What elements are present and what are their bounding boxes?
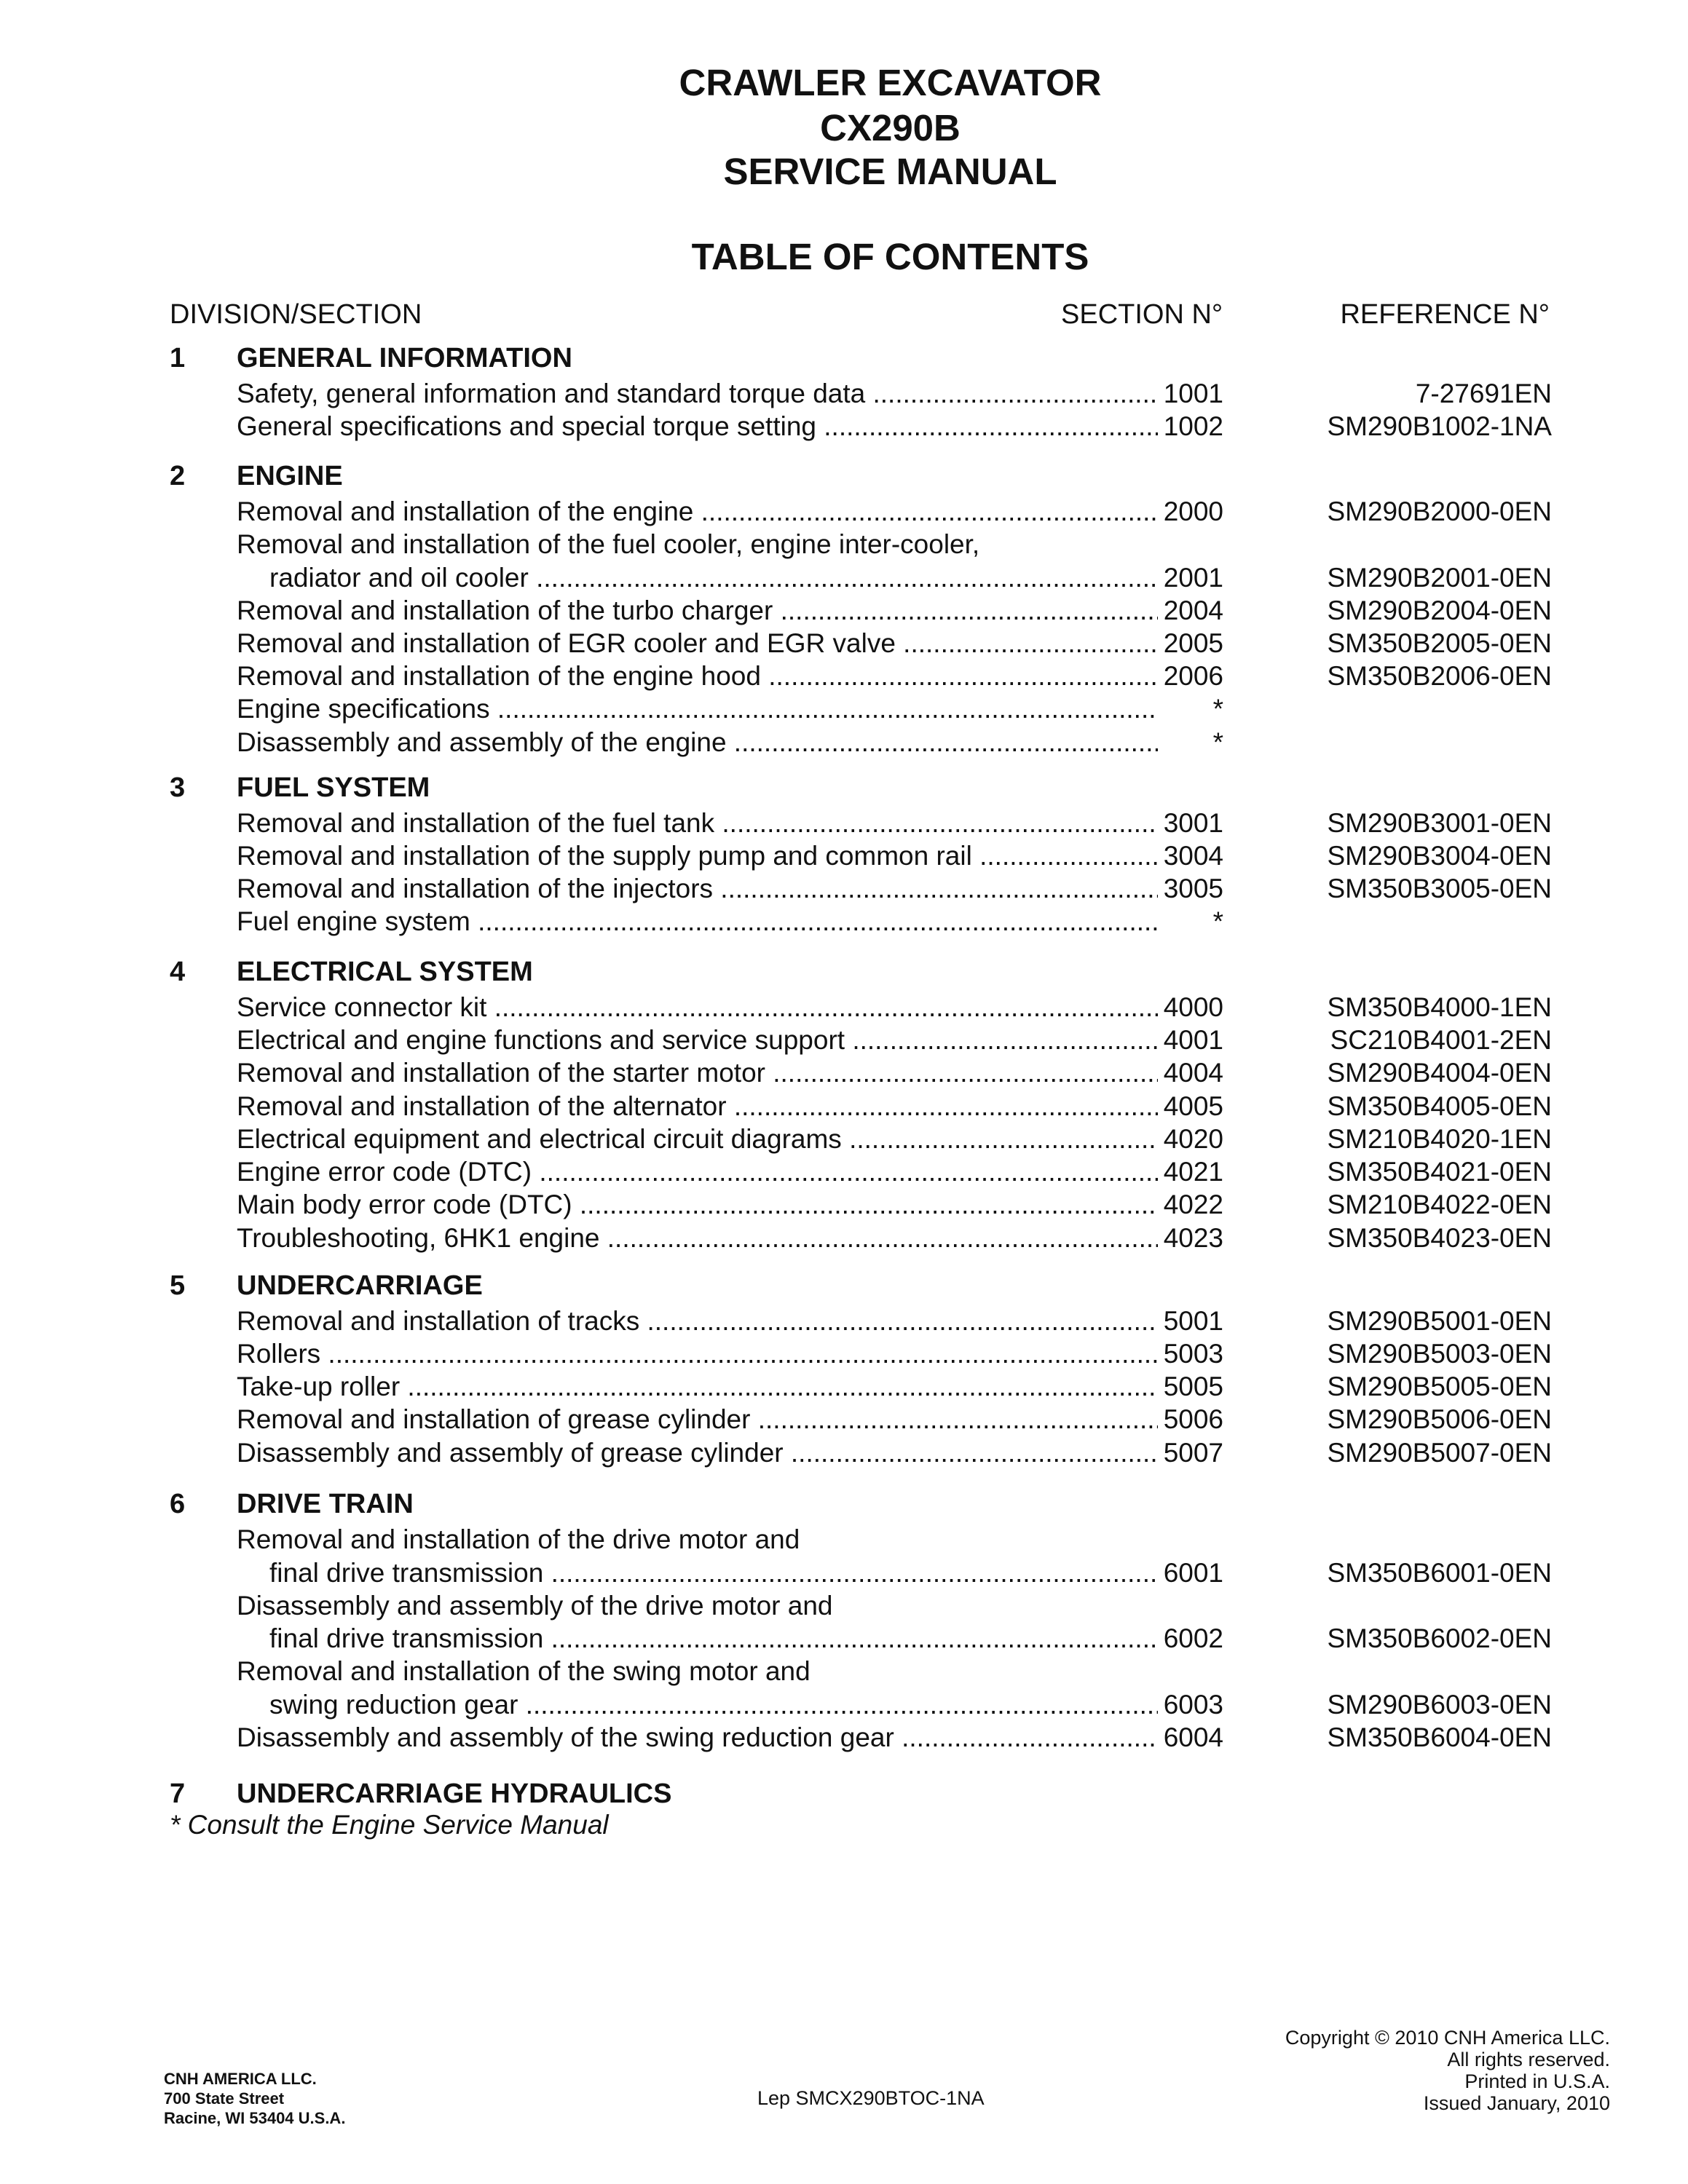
entry-title: General specifications and special torque setting [237,411,816,441]
reference-number: SM290B5003-0EN [1327,1339,1552,1369]
reference-number: SM350B4023-0EN [1327,1223,1552,1253]
section-number: 4021 [1159,1155,1223,1188]
column-header-reference: REFERENCE N° [1340,299,1550,330]
section-number: 3005 [1159,872,1223,905]
section-number: 5005 [1159,1370,1223,1403]
toc-entry [0,561,1688,594]
entry-title-leader [237,660,1158,692]
entry-title-leader [237,1721,1158,1754]
toc-entry [0,1222,1688,1254]
section-number: 3004 [1159,839,1223,872]
publisher-name: CNH AMERICA LLC. [164,2070,317,2088]
reference-number: SM290B2000-0EN [1327,496,1552,526]
reference-number: SM290B5001-0EN [1327,1306,1552,1336]
toc-entry [0,991,1688,1024]
division-title: DRIVE TRAIN [237,1489,414,1519]
document-title: CRAWLER EXCAVATOR [679,62,1102,103]
toc-entry [0,1721,1688,1754]
entry-title-line: Removal and installation of the swing motor and [237,1656,811,1686]
entry-title: Rollers [237,1339,321,1369]
toc-entry [0,1155,1688,1188]
section-number: 4023 [1159,1222,1223,1254]
entry-title: Safety, general information and standard torque data [237,379,866,408]
reference-number: SC210B4001-2EN [1330,1025,1552,1055]
toc-entry [0,528,1688,561]
reference-number: SM290B2001-0EN [1327,563,1552,593]
reference-number: SM350B3005-0EN [1327,874,1552,903]
toc-entry [0,1436,1688,1469]
entry-title: Removal and installation of the injectors [237,874,714,903]
toc-entry [0,410,1688,443]
toc-entry [0,1337,1688,1370]
manual-type: SERVICE MANUAL [723,151,1057,192]
section-number: 2005 [1159,627,1223,660]
toc-entry [0,1090,1688,1123]
division-title: FUEL SYSTEM [237,772,430,803]
toc-entry [0,495,1688,528]
toc-entry [0,660,1688,692]
entry-title-leader [237,1222,1158,1254]
reference-number: SM210B4022-0EN [1327,1190,1552,1219]
reference-number: SM350B4005-0EN [1327,1091,1552,1121]
section-number: 4001 [1159,1024,1223,1056]
toc-entry [0,1403,1688,1436]
entry-title-leader [237,839,1158,872]
toc-entry [0,726,1688,759]
division-number: 1 [170,343,186,373]
section-number: 5001 [1159,1305,1223,1337]
entry-title-leader [237,905,1158,938]
toc-entry [0,1024,1688,1056]
toc-entry [0,1688,1688,1721]
section-number: * [1159,726,1223,759]
section-number: 2004 [1159,594,1223,627]
reference-number: SM290B5006-0EN [1327,1404,1552,1434]
entry-title-leader [237,1056,1158,1089]
reference-number: SM350B4000-1EN [1327,992,1552,1022]
entry-title-leader [269,1688,1158,1721]
entry-title: Fuel engine system [237,906,470,936]
entry-title-leader [237,495,1158,528]
reference-number: SM290B4004-0EN [1327,1058,1552,1088]
entry-title: Engine error code (DTC) [237,1157,532,1187]
reference-number: SM350B4021-0EN [1327,1157,1552,1187]
entry-title: Removal and installation of grease cylinder [237,1404,751,1434]
division-title: UNDERCARRIAGE HYDRAULICS [237,1779,672,1809]
lep-code: Lep SMCX290BTOC-1NA [757,2087,985,2109]
toc-entry [0,872,1688,905]
reference-number: SM290B5007-0EN [1327,1438,1552,1468]
section-number: 4005 [1159,1090,1223,1123]
toc-entry [0,1523,1688,1556]
section-number: 2000 [1159,495,1223,528]
division-title: GENERAL INFORMATION [237,343,572,373]
entry-title: Main body error code (DTC) [237,1190,572,1219]
entry-title: Disassembly and assembly of the swing reduction gear [237,1722,894,1752]
toc-entry [0,1655,1688,1688]
entry-title: Removal and installation of the supply pump and common rail [237,841,972,871]
reference-number: SM290B2004-0EN [1327,596,1552,625]
toc-entry [0,1188,1688,1221]
printed-line: Printed in U.S.A. [1464,2070,1610,2092]
entry-title: Troubleshooting, 6HK1 engine [237,1223,600,1253]
toc-entry [0,839,1688,872]
toc-entry [0,377,1688,410]
entry-title-leader [237,1370,1158,1403]
column-header-division: DIVISION/SECTION [170,299,422,330]
entry-title-leader [237,872,1158,905]
reference-number: SM290B1002-1NA [1327,411,1552,441]
reference-number: SM350B6001-0EN [1327,1558,1552,1588]
entry-title-leader [269,1556,1158,1589]
division-number: 2 [170,461,186,491]
reference-number: SM290B3001-0EN [1327,808,1552,838]
division-number: 7 [170,1779,186,1809]
section-number: 4020 [1159,1123,1223,1155]
copyright-line: Copyright © 2010 CNH America LLC. [1285,2027,1610,2049]
entry-title: Removal and installation of the starter motor [237,1058,765,1088]
reference-number: SM350B6004-0EN [1327,1722,1552,1752]
entry-title-leader [237,692,1158,725]
entry-title-leader [269,561,1158,594]
entry-title: Electrical equipment and electrical circuit diagrams [237,1124,842,1154]
division-number: 3 [170,772,186,803]
entry-title-leader [237,1155,1158,1188]
toc-entry [0,1622,1688,1655]
section-number: 4022 [1159,1188,1223,1221]
entry-title-leader [269,1622,1158,1655]
issued-line: Issued January, 2010 [1423,2092,1610,2114]
entry-title: Removal and installation of the engine [237,496,694,526]
section-number: 2001 [1159,561,1223,594]
section-number: 6001 [1159,1556,1223,1589]
entry-title: Disassembly and assembly of grease cylinder [237,1438,784,1468]
division-title: ELECTRICAL SYSTEM [237,957,533,987]
reference-number: SM210B4020-1EN [1327,1124,1552,1154]
entry-title-leader [237,377,1158,410]
reference-number: 7-27691EN [1415,379,1552,408]
entry-title: Removal and installation of the engine hood [237,661,761,691]
entry-title: Disassembly and assembly of the engine [237,727,727,757]
division-number: 6 [170,1489,186,1519]
entry-title-leader [237,410,1158,443]
model-number: CX290B [820,107,961,149]
entry-title: radiator and oil cooler [269,563,529,593]
entry-title-leader [237,1337,1158,1370]
entry-title-leader [237,1090,1158,1123]
division-title: ENGINE [237,461,343,491]
toc-entry [0,692,1688,725]
division-number: 4 [170,957,186,987]
toc-entry [0,1556,1688,1589]
copyright-block [1285,2027,1610,2114]
entry-title: final drive transmission [269,1558,544,1588]
toc-entry [0,627,1688,660]
toc-entry [0,1123,1688,1155]
entry-title-leader [237,807,1158,839]
entry-title: swing reduction gear [269,1690,518,1720]
entry-title-line: Removal and installation of the fuel cooler, engine inter-cooler, [237,529,980,559]
division-title: UNDERCARRIAGE [237,1270,483,1301]
entry-title-leader [237,1403,1158,1436]
section-number: * [1159,692,1223,725]
reference-number: SM290B3004-0EN [1327,841,1552,871]
entry-title: Removal and installation of the fuel tank [237,808,715,838]
entry-title-leader [237,1436,1158,1469]
publisher-street: 700 State Street [164,2089,285,2108]
entry-title-leader [237,991,1158,1024]
toc-entry [0,1305,1688,1337]
reference-number: SM290B5005-0EN [1327,1372,1552,1401]
entry-title-line: Disassembly and assembly of the drive motor and [237,1591,833,1621]
entry-title: Take-up roller [237,1372,401,1401]
entry-title: Engine specifications [237,694,490,724]
section-number: 5006 [1159,1403,1223,1436]
toc-heading: TABLE OF CONTENTS [691,236,1089,277]
reference-number: SM290B6003-0EN [1327,1690,1552,1720]
entry-title-line: Removal and installation of the drive motor and [237,1524,800,1554]
section-number: 1002 [1159,410,1223,443]
section-number: 3001 [1159,807,1223,839]
reference-number: SM350B6002-0EN [1327,1623,1552,1653]
section-number: 6003 [1159,1688,1223,1721]
column-header-section: SECTION N° [1061,299,1223,330]
section-number: * [1159,905,1223,938]
entry-title-leader [237,594,1158,627]
section-number: 4004 [1159,1056,1223,1089]
entry-title: final drive transmission [269,1623,544,1653]
rights-line: All rights reserved. [1447,2049,1610,2070]
publisher-address [164,2069,345,2128]
entry-title-leader [237,1024,1158,1056]
entry-title-leader [237,1123,1158,1155]
toc-entry [0,594,1688,627]
entry-title: Removal and installation of the alternator [237,1091,727,1121]
toc-entry [0,1056,1688,1089]
entry-title: Electrical and engine functions and service support [237,1025,845,1055]
entry-title: Removal and installation of tracks [237,1306,640,1336]
reference-number: SM350B2005-0EN [1327,628,1552,658]
section-number: 1001 [1159,377,1223,410]
entry-title-leader [237,726,1158,759]
division-number: 5 [170,1270,186,1301]
section-number: 4000 [1159,991,1223,1024]
entry-title-leader [237,1188,1158,1221]
section-number: 6002 [1159,1622,1223,1655]
toc-entry [0,807,1688,839]
entry-title-leader [237,1305,1158,1337]
reference-number: SM350B2006-0EN [1327,661,1552,691]
toc-entry [0,1589,1688,1622]
entry-title-leader [237,627,1158,660]
toc-entry [0,905,1688,938]
toc-entry [0,1370,1688,1403]
footnote: * Consult the Engine Service Manual [170,1810,609,1840]
publisher-city: Racine, WI 53404 U.S.A. [164,2109,346,2127]
entry-title: Removal and installation of EGR cooler and EGR valve [237,628,896,658]
entry-title: Removal and installation of the turbo charger [237,596,773,625]
section-number: 5003 [1159,1337,1223,1370]
section-number: 6004 [1159,1721,1223,1754]
section-number: 5007 [1159,1436,1223,1469]
section-number: 2006 [1159,660,1223,692]
entry-title: Service connector kit [237,992,487,1022]
